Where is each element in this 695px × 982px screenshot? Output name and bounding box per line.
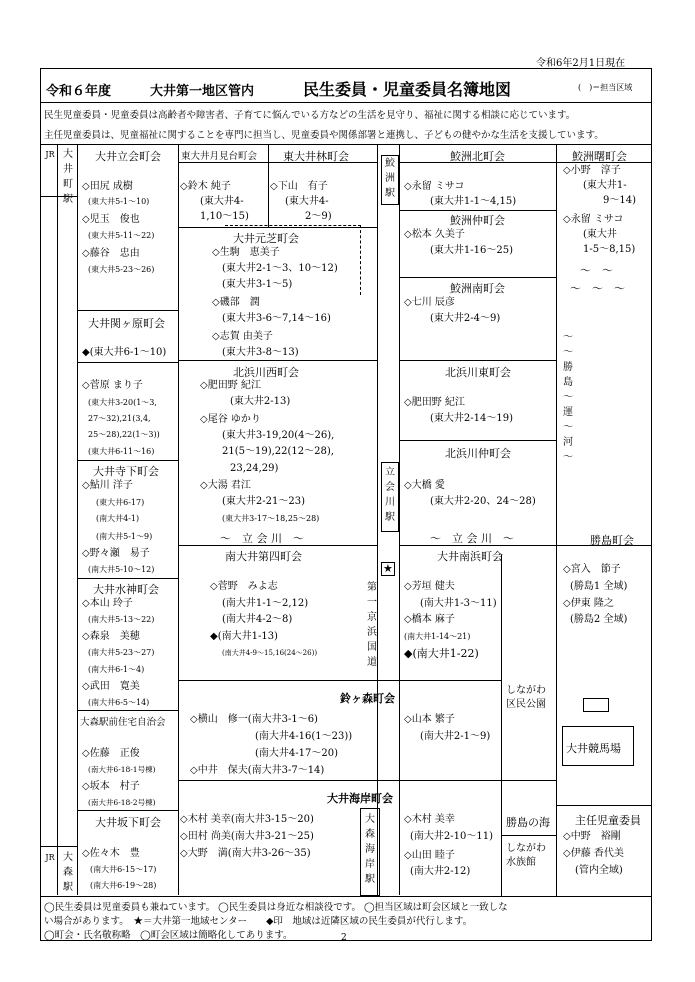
member-kodama: ◇児玉 俊也 — [82, 214, 140, 225]
area-sakamoto: (南大井6-18-2号棟) — [88, 798, 156, 807]
jr-label-top: JR — [45, 150, 55, 159]
keihin-road: 第一京浜国道 — [367, 582, 377, 668]
member-ono: ◇小野 淳子 — [563, 165, 621, 176]
area-osaki-1: (東大井3-19,20(4～26), — [222, 430, 335, 441]
area-miyairi: (勝島1 全域) — [570, 581, 628, 592]
member-shimoyama: ◇下山 有子 — [270, 181, 328, 192]
row-line-f — [399, 277, 556, 278]
area-chief: (管内全域) — [575, 865, 623, 876]
town-samezu-akebono: 鮫洲曙町会 — [572, 150, 627, 163]
area-sasaki-2: (南大井6-19～28) — [90, 881, 157, 890]
waves-bottom: ～ ～ ～ — [570, 282, 625, 295]
samezu-station: 鮫洲駅 — [385, 158, 395, 199]
row-line-q — [77, 710, 178, 711]
center-star: ★ — [383, 562, 393, 575]
member-yonchome: ◆(南大井1-13) — [210, 631, 278, 642]
area-ono-1: (東大井1- — [583, 180, 627, 191]
member-miyairi: ◇宮入 節子 — [563, 564, 621, 575]
intro-line-1: 民生児童委員・児童委員は高齢者や障害者、子育てに悩んでいる方などの生活を見守り、福祉に関する相談に応じています。 — [44, 110, 576, 121]
member-nagatome-1: ◇永留 ミサコ — [404, 181, 465, 192]
area-tajiri: (東大井5-1～10) — [88, 197, 150, 206]
row-line-j — [399, 360, 556, 361]
row-line-v — [556, 805, 652, 806]
member-tamura: ◇田村 尚美(南大井3-21～25) — [180, 831, 314, 842]
member-ikoma: ◇生駒 恵美子 — [212, 247, 280, 258]
town-kaigan: 大井海岸町会 — [327, 792, 393, 805]
area-nagatome-2b: 1-5～8,15) — [583, 244, 636, 255]
jr-label-bottom: JR — [45, 853, 55, 862]
area-fujitani: (東大井5-23～26) — [88, 265, 155, 274]
area-isobe: (東大井3-6～7,14～16) — [222, 313, 331, 324]
member-motoyama: ◇本山 玲子 — [82, 598, 133, 609]
member-ito-1: ◇伊東 隆之 — [563, 598, 614, 609]
area-takeda: (南大井6-5～14) — [88, 698, 150, 707]
place-keiba: 大井競馬場 — [566, 742, 621, 755]
member-fujitani: ◇藤谷 忠由 — [82, 248, 140, 259]
keikyu-line-left — [377, 145, 378, 895]
row-line-i — [178, 360, 377, 361]
area-suzuki-1: (東大井4- — [200, 196, 244, 207]
member-tajiri: ◇田尻 成樹 — [82, 181, 133, 192]
row-line-h — [77, 362, 178, 363]
member-hidano-1: ◇肥田野 紀江 — [200, 380, 261, 391]
area-shimoyama-1: (東大井4- — [285, 196, 329, 207]
member-hashimoto: ◇橋本 麻子 — [404, 614, 455, 625]
area-yoshinaga: (南大井1-3～11) — [420, 598, 497, 609]
area-ikoma-1: (東大井2-1～3、10～12) — [222, 263, 338, 274]
area-ayukawa-1: (東大井6-17) — [96, 498, 145, 507]
town-minamihama: 大井南浜町会 — [437, 550, 503, 563]
town-motoshiba: 大井元芝町会 — [233, 232, 299, 245]
row-line-k — [399, 440, 556, 441]
col-line-1 — [178, 145, 179, 895]
area-ohashi: (東大井2-20、24～28) — [430, 496, 536, 507]
row-line-u — [501, 835, 556, 836]
member-morihara: ◇森泉 美穂 — [82, 631, 140, 642]
tachiaigawa-station: 立会川駅 — [385, 467, 395, 523]
katsushima-canal: ～～勝島～運～河～ — [563, 332, 573, 463]
area-sasaki-1: (南大井6-15～17) — [90, 865, 157, 874]
tachiai-river-east: ～ 立 会 川 ～ — [430, 532, 514, 545]
member-oyu: ◇大湯 君江 — [200, 480, 251, 491]
keikyu-dashed-h — [225, 225, 361, 226]
area-sugawara-3: 25～28),22(1～3)) — [88, 430, 160, 439]
page-number: 2 — [341, 933, 347, 943]
member-ono-2: ◇大野 満(南大井3-26～35) — [180, 848, 311, 859]
member-nagatome-2: ◇永留 ミサコ — [563, 214, 624, 225]
town-sekigahara: 大井関ヶ原町会 — [88, 317, 165, 330]
area-hidano-1: (東大井2-13) — [230, 396, 291, 407]
area-nonose: (南大井5-10～12) — [88, 565, 155, 574]
area-morihara-1: (南大井5-23～27) — [88, 648, 155, 657]
member-minamihama: ◆(南大井1-22) — [404, 647, 479, 660]
member-nonose: ◇野々瀬 易子 — [82, 548, 150, 559]
town-samezu-naka: 鮫洲仲町会 — [450, 214, 505, 227]
omori-station: 大森駅 — [63, 852, 73, 893]
town-samezu-kita: 鮫洲北町会 — [450, 150, 505, 163]
area-yamada: (南大井2-12) — [410, 866, 471, 877]
area-yokoyama-2: (南大井4-17～20) — [255, 748, 338, 759]
fiscal-year: 令和６年度 — [46, 84, 112, 99]
area-osaki-2: 21(5～19),22(12～28), — [222, 446, 334, 457]
omorikaigan-station: 大森海岸駅 — [365, 814, 375, 885]
jr-track-left — [57, 145, 58, 895]
area-ayukawa-3: (南大井5-1～9) — [96, 532, 153, 541]
area-yamamoto: (南大井2-1～9) — [420, 731, 491, 742]
member-yamamoto: ◇山本 繁子 — [404, 714, 455, 725]
oimachi-station: 大井町駅 — [63, 149, 73, 205]
member-sasaki: ◇佐々木 豊 — [82, 848, 140, 859]
town-katsushima: 勝島町会 — [590, 534, 634, 547]
town-mizukami: 大井水神町会 — [93, 583, 159, 596]
member-sugano: ◇菅野 みよ志 — [210, 581, 278, 592]
row-line-d — [178, 227, 377, 228]
member-sekigahara: ◆(東大井6-1～10) — [82, 347, 167, 358]
area-motoyama: (南大井5-13～22) — [88, 615, 155, 624]
town-higashi-hayashi: 東大井林町会 — [283, 150, 349, 163]
area-sugawara-1: (東大井3-20(1～3, — [88, 398, 157, 407]
member-sakamoto: ◇坂本 村子 — [82, 781, 140, 792]
area-hashimoto: (南大井1-14～21) — [404, 632, 471, 641]
member-takeda: ◇武田 寛美 — [82, 681, 140, 692]
member-yokoyama: ◇横山 修一(南大井3-1～6) — [190, 714, 318, 725]
member-sato: ◇佐藤 正俊 — [82, 748, 140, 759]
member-isobe: ◇磯部 潤 — [212, 297, 260, 308]
member-hidano-2: ◇肥田野 紀江 — [404, 397, 465, 408]
area-osaki-3: 23,24,29) — [230, 463, 279, 474]
keiba-small-box — [583, 698, 609, 712]
town-omori-ekimae: 大森駅前住宅自治会 — [80, 717, 166, 728]
row-line-w — [40, 896, 652, 897]
chief-child-committee: 主任児童委員 — [575, 814, 641, 827]
area-suzuki-2: 1,10～15) — [200, 211, 249, 222]
date-label: 令和6年2月1日現在 — [536, 58, 626, 69]
col-line-2 — [268, 145, 269, 227]
member-kimura-1: ◇木村 美幸(南大井3-15～20) — [180, 814, 314, 825]
member-nakano: ◇中野 裕剛 — [563, 831, 621, 842]
intro-line-2: 主任児童委員は、児童福祉に関することを専門に担当し、児童委員や関係部署と連携し、子どもの健やかな生活を支援しています。 — [44, 130, 604, 141]
member-yamada: ◇山田 睦子 — [404, 850, 455, 861]
area-nagatome-1: (東大井1-1～4,15) — [430, 196, 517, 207]
area-hidano-2: (東大井2-14～19) — [430, 413, 513, 424]
area-shiga: (東大井3-8～13) — [222, 347, 299, 358]
member-kimura-2: ◇木村 美幸 — [404, 814, 455, 825]
town-kitahama-naka: 北浜川仲町会 — [445, 447, 511, 460]
row-line-r — [178, 780, 501, 781]
footer-line-1: ◯民生委員は児童委員も兼ねています。 ◯民生委員は身近な相談役です。 ◯担当区域は町会区域と一致しな — [44, 902, 508, 913]
town-yonchome: 南大井第四町会 — [225, 550, 302, 563]
place-katsushima-sea: 勝島の海 — [506, 816, 550, 829]
area-matsumoto: (東大井1-16～25) — [430, 245, 513, 256]
town-samezu-minami: 鮫洲南町会 — [450, 282, 505, 295]
town-higashi-tsukimidai: 東大井月見台町会 — [181, 151, 258, 162]
member-shiga: ◇志賀 由美子 — [212, 331, 273, 342]
row-line-t — [501, 780, 556, 781]
area-sugawara-2: 27～32),21(3,4, — [88, 414, 151, 423]
area-nagatome-2a: (東大井 — [583, 229, 617, 240]
area-oyu-1: (東大井2-21～23) — [222, 496, 305, 507]
jr-track-right — [77, 145, 78, 895]
area-sugano-1: (南大井1-1～2,12) — [222, 598, 309, 609]
member-matsumoto: ◇松本 久美子 — [404, 229, 465, 240]
town-oitate: 大井立会町会 — [95, 150, 161, 163]
header-divider — [40, 102, 652, 103]
member-osaki: ◇尾谷 ゆかり — [200, 414, 261, 425]
member-ito-2: ◇伊藤 香代美 — [563, 848, 624, 859]
area-kodama: (東大井5-11～22) — [88, 231, 155, 240]
row-line-g — [77, 310, 178, 311]
town-kitahama-nishi: 北浜川西町会 — [233, 366, 299, 379]
area-kimura-2: (南大井2-10～11) — [410, 831, 493, 842]
area-sugano-2: (南大井4-2～8) — [222, 614, 293, 625]
town-sakashita: 大井坂下町会 — [95, 816, 161, 829]
member-ohashi: ◇大橋 愛 — [404, 480, 445, 491]
area-ikoma-2: (東大井3-1～5) — [222, 279, 293, 290]
member-sugawara: ◇菅原 まり子 — [82, 380, 143, 391]
member-nakai: ◇中井 保夫(南大井3-7～14) — [190, 765, 325, 776]
col-line-5 — [556, 555, 557, 896]
keikyu-dashed — [360, 225, 361, 295]
place-suizokukan: しながわ水族館 — [506, 843, 546, 868]
town-kitahama-higashi: 北浜川東町会 — [445, 366, 511, 379]
area-morihara-2: (南大井6-1～4) — [88, 665, 145, 674]
legend-note: ( )＝担当区域 — [578, 83, 633, 92]
member-ayukawa: ◇鮎川 洋子 — [82, 480, 133, 491]
area-sato: (南大井6-18-1号棟) — [88, 765, 156, 774]
col-line-3 — [556, 145, 557, 555]
area-yokoyama-1: (南大井4-16(1～23)) — [255, 731, 353, 742]
footer-line-3: ◯町会・氏名敬称略 ◯町会区域は簡略化してあります。 — [44, 930, 293, 941]
tachiai-river-west: ～ 立 会 川 ～ — [220, 532, 304, 545]
jr-omori-top — [40, 846, 77, 847]
keikyu-line-right — [399, 145, 400, 895]
page-title: 民生委員・児童委員名簿地図 — [303, 80, 512, 99]
row-line-s — [77, 810, 178, 811]
intro-divider — [40, 144, 652, 145]
area-oyu-2: (東大井3-17～18,25～28) — [222, 514, 320, 523]
member-suzuki: ◇鈴木 純子 — [180, 181, 231, 192]
row-line-l — [77, 460, 178, 461]
row-line-o — [77, 578, 178, 579]
area-shichikawa: (東大井2-4～9) — [430, 313, 501, 324]
member-yoshinaga: ◇芳垣 健夫 — [404, 581, 455, 592]
area-name: 大井第一地区管内 — [150, 84, 255, 99]
area-ito-1: (勝島2 全域) — [570, 614, 628, 625]
area-yonchome: (南大井4-9～15,16(24～26)) — [222, 649, 318, 657]
place-kumin-park: しながわ区民公園 — [506, 685, 546, 710]
area-ono-2: 9～14) — [603, 195, 636, 206]
area-ayukawa-2: (南大井4-1) — [96, 514, 140, 523]
town-suzugamori: 鈴ヶ森町会 — [340, 692, 395, 705]
footer-line-2: い場合があります。 ★＝大井第一地域センター ◆印 地域は近隣区域の民生委員が代行します。 — [44, 916, 473, 927]
row-line-e — [399, 210, 556, 211]
col-line-4 — [501, 555, 502, 896]
waves-top: ～ ～ — [580, 264, 613, 277]
row-line-p — [178, 680, 501, 681]
area-shimoyama-2: 2～9) — [305, 211, 332, 222]
town-terashita: 大井寺下町会 — [93, 465, 159, 478]
member-shichikawa: ◇七川 辰彦 — [404, 297, 455, 308]
area-sugawara-4: (東大井6-11～16) — [88, 447, 155, 456]
